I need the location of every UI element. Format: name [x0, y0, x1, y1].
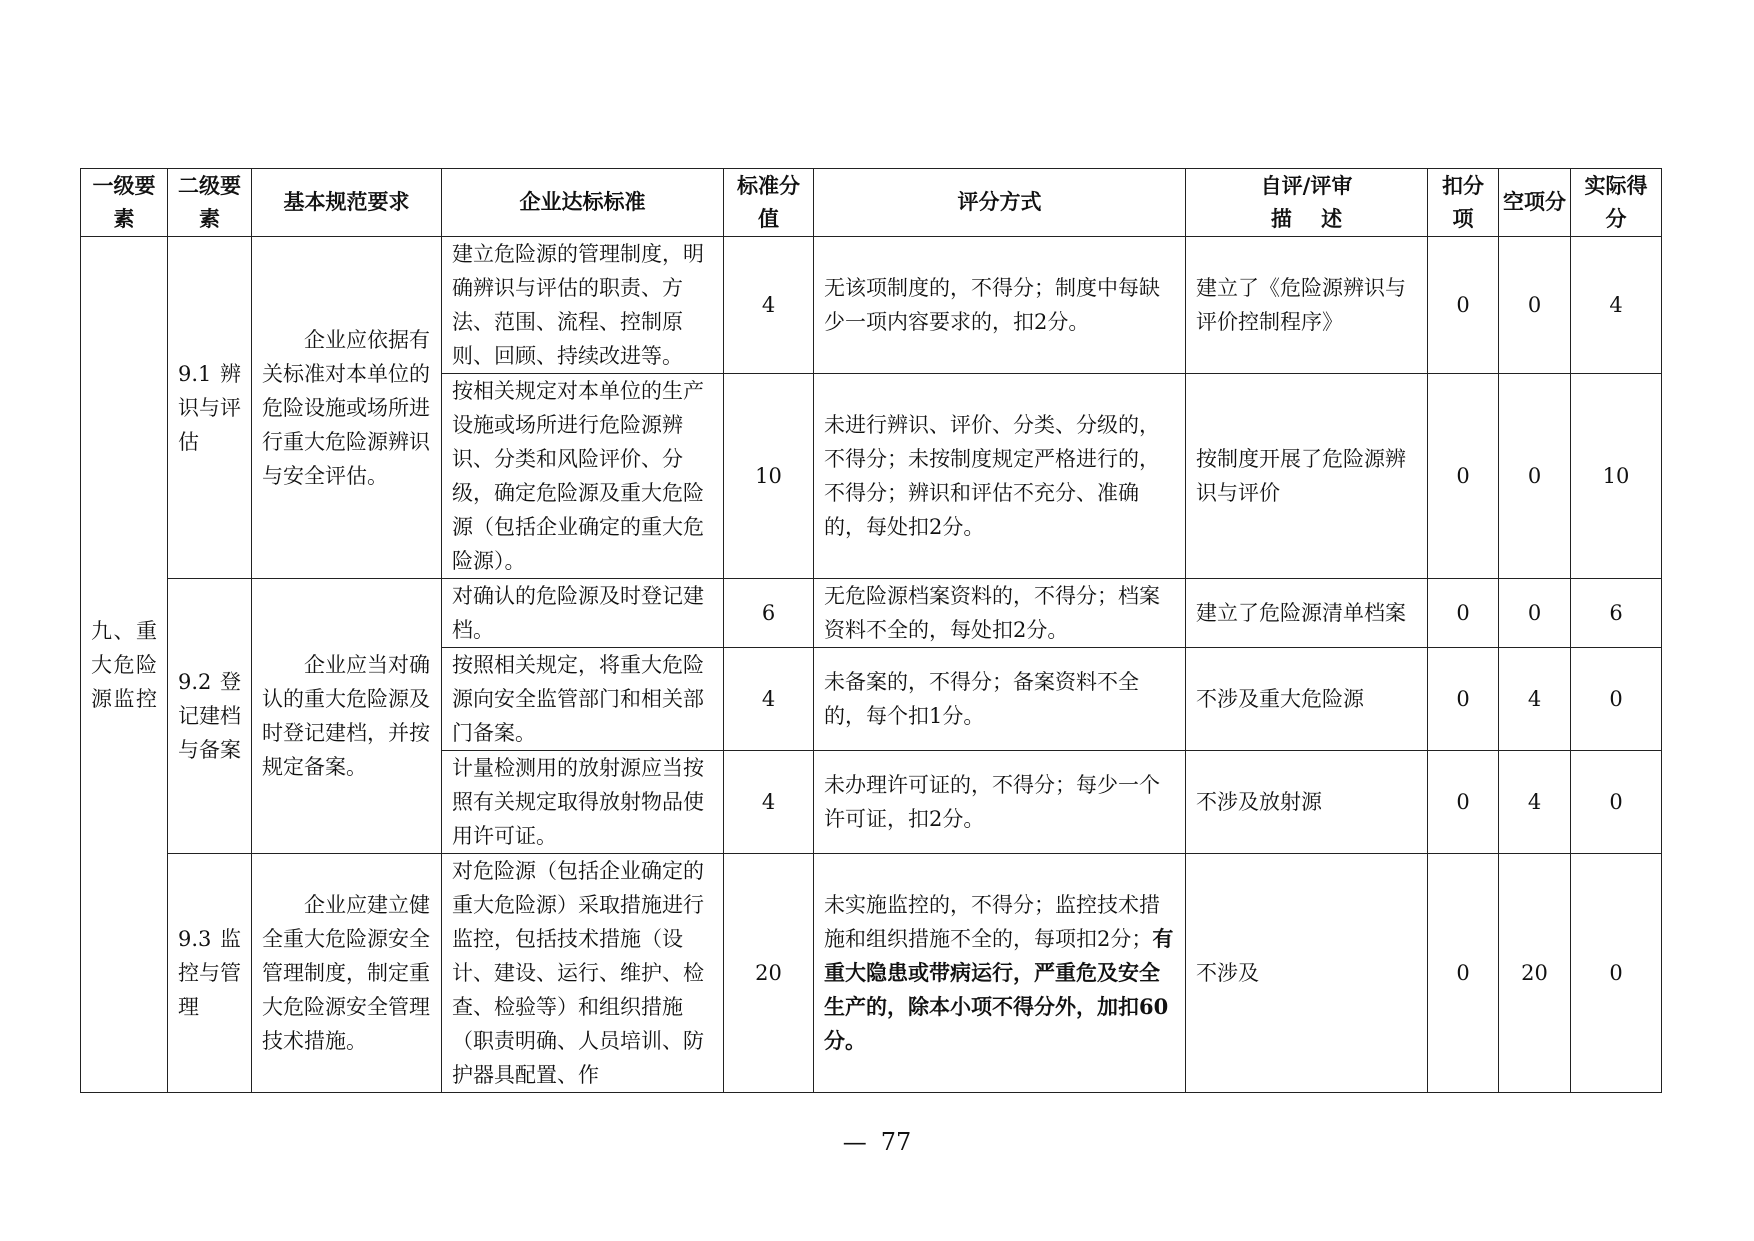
- self-eval-cell: 不涉及: [1186, 854, 1428, 1093]
- header-scoring-method: 评分方式: [814, 169, 1186, 237]
- deduct-cell: 0: [1428, 374, 1499, 579]
- header-self-eval-line2: 描 述: [1270, 206, 1343, 231]
- standard-cell: 按照相关规定，将重大危险源向安全监管部门和相关部门备案。: [442, 648, 724, 751]
- empty-cell: 0: [1499, 579, 1571, 648]
- standard-cell: 按相关规定对本单位的生产设施或场所进行危险源辨识、分类和风险评价、分级，确定危险源及重大危险源（包括企业确定的重大危险源）。: [442, 374, 724, 579]
- score-cell: 4: [724, 648, 814, 751]
- actual-cell: 6: [1571, 579, 1662, 648]
- deduct-cell: 0: [1428, 751, 1499, 854]
- scoring-text: 未进行辨识、评价、分类、分级的，不得分；未按制度规定严格进行的，不得分；辨识和评估不充分、准确的，每处扣2分。: [824, 413, 1160, 539]
- scoring-cell: [814, 579, 1186, 648]
- header-self-eval-line1: 自评/评审: [1260, 173, 1353, 198]
- scoring-text: 未实施监控的，不得分；监控技术措施和组织措施不全的，每项扣2分；: [824, 893, 1160, 951]
- standards-table: [80, 168, 1662, 1093]
- score-cell: 6: [724, 579, 814, 648]
- empty-cell: 4: [1499, 751, 1571, 854]
- actual-cell: 0: [1571, 751, 1662, 854]
- score-cell: 20: [724, 854, 814, 1093]
- level1-element: 九、重大危险源监控: [81, 237, 168, 1093]
- header-score-value: 标准分值: [724, 169, 814, 237]
- requirement: 企业应当对确认的重大危险源及时登记建档，并按规定备案。: [252, 579, 442, 854]
- score-cell: 4: [724, 237, 814, 374]
- requirement: 企业应建立健全重大危险源安全管理制度，制定重大危险源安全管理技术措施。: [252, 854, 442, 1093]
- header-level1: 一级要素: [81, 169, 168, 237]
- deduct-cell: 0: [1428, 854, 1499, 1093]
- standard-cell: 计量检测用的放射源应当按照有关规定取得放射物品使用许可证。: [442, 751, 724, 854]
- deduct-cell: 0: [1428, 237, 1499, 374]
- page-number: 77: [880, 1128, 912, 1156]
- deduct-cell: 0: [1428, 579, 1499, 648]
- table-row: [81, 854, 1662, 1093]
- level2-element: 9.2登记建档与备案: [168, 579, 252, 854]
- level2-element: 9.1辨识与评估: [168, 237, 252, 579]
- scoring-cell: [814, 648, 1186, 751]
- header-level2: 二级要素: [168, 169, 252, 237]
- empty-cell: 4: [1499, 648, 1571, 751]
- empty-cell: 0: [1499, 374, 1571, 579]
- level2-element: 9.3监控与管理: [168, 854, 252, 1093]
- header-basic-requirement: 基本规范要求: [252, 169, 442, 237]
- table-row: [81, 579, 1662, 648]
- standard-cell: 对确认的危险源及时登记建档。: [442, 579, 724, 648]
- score-cell: 4: [724, 751, 814, 854]
- footer-dash: —: [842, 1128, 867, 1156]
- page-footer: [0, 1128, 1754, 1156]
- scoring-cell: [814, 237, 1186, 374]
- standard-cell: 对危险源（包括企业确定的重大危险源）采取措施进行监控，包括技术措施（设计、建设、运行、维护、检查、检验等）和组织措施（职责明确、人员培训、防护器具配置、作: [442, 854, 724, 1093]
- header-row: [81, 169, 1662, 237]
- actual-cell: 4: [1571, 237, 1662, 374]
- header-actual: 实际得分: [1571, 169, 1662, 237]
- scoring-text: 未办理许可证的，不得分；每少一个许可证，扣2分。: [824, 773, 1160, 831]
- scoring-cell: [814, 751, 1186, 854]
- header-deduct: 扣分项: [1428, 169, 1499, 237]
- actual-cell: 0: [1571, 648, 1662, 751]
- header-self-eval: [1186, 169, 1428, 237]
- actual-cell: 0: [1571, 854, 1662, 1093]
- scoring-text: 无该项制度的，不得分；制度中每缺少一项内容要求的，扣2分。: [824, 276, 1160, 334]
- score-cell: 10: [724, 374, 814, 579]
- self-eval-cell: 建立了危险源清单档案: [1186, 579, 1428, 648]
- empty-cell: 20: [1499, 854, 1571, 1093]
- scoring-cell: [814, 374, 1186, 579]
- self-eval-cell: 建立了《危险源辨识与评价控制程序》: [1186, 237, 1428, 374]
- empty-cell: 0: [1499, 237, 1571, 374]
- requirement: 企业应依据有关标准对本单位的危险设施或场所进行重大危险源辨识与安全评估。: [252, 237, 442, 579]
- header-empty: 空项分: [1499, 169, 1571, 237]
- deduct-cell: 0: [1428, 648, 1499, 751]
- scoring-bold-text: 有重大隐患或带病运行，严重危及安全生产的，除本小项不得分外，加扣60分。: [824, 926, 1174, 1053]
- self-eval-cell: 不涉及放射源: [1186, 751, 1428, 854]
- scoring-text: 未备案的，不得分；备案资料不全的，每个扣1分。: [824, 670, 1139, 728]
- table-row: [81, 237, 1662, 374]
- standard-cell: 建立危险源的管理制度，明确辨识与评估的职责、方法、范围、流程、控制原则、回顾、持续改进等。: [442, 237, 724, 374]
- scoring-text: 无危险源档案资料的，不得分；档案资料不全的，每处扣2分。: [824, 584, 1160, 642]
- self-eval-cell: 不涉及重大危险源: [1186, 648, 1428, 751]
- scoring-cell: [814, 854, 1186, 1093]
- actual-cell: 10: [1571, 374, 1662, 579]
- self-eval-cell: 按制度开展了危险源辨识与评价: [1186, 374, 1428, 579]
- header-standard: 企业达标标准: [442, 169, 724, 237]
